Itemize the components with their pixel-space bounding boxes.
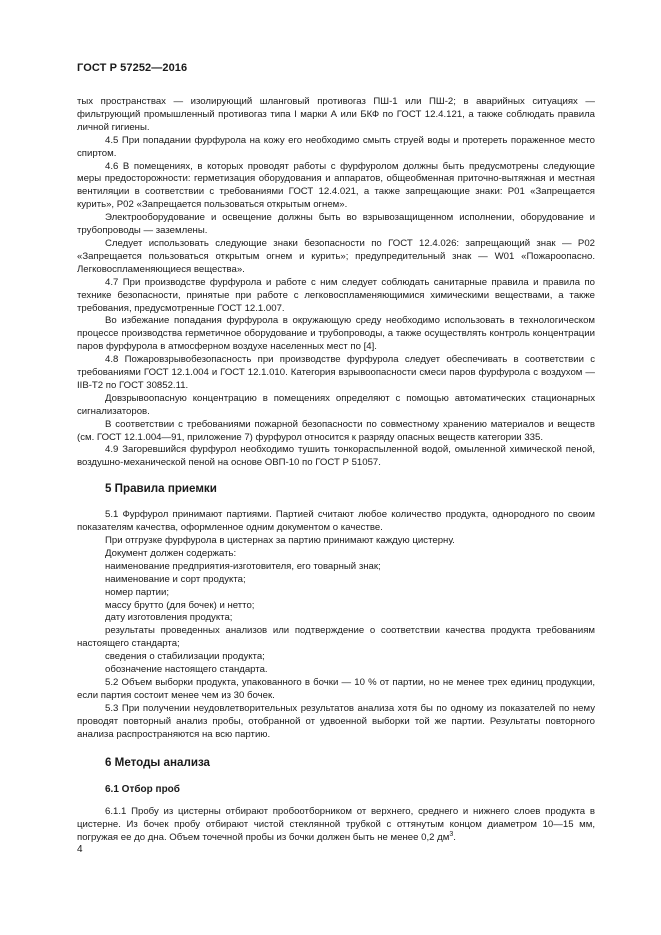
superscript: 3 bbox=[449, 830, 454, 838]
paragraph-4-5: 4.5 При попадании фурфурола на кожу его необходимо смыть струей воды и протереть пораженное место спиртом. bbox=[77, 134, 595, 159]
list-item: массу брутто (для бочек) и нетто; bbox=[105, 599, 255, 611]
paragraph: Довзрывоопасную концентрацию в помещениях определяют с помощью автоматических стационарных сигнализаторов. bbox=[77, 392, 595, 417]
page-number: 4 bbox=[77, 844, 83, 855]
paragraph-4-6: 4.6 В помещениях, в которых проводят работы с фурфуролом должны быть предусмотрены следующие меры предосторожности: герметизация оборудования и аппаратов, общеобменная приточно-вытяжная и местная вентиляции в соответствии с требованиями ГОСТ 12.4.021, а также запрещающие знаки: Р01 «Запрещается курить», Р02 «Запрещается пользоваться открытым огнем». bbox=[77, 160, 595, 211]
list-item: результаты проведенных анализов или подтверждение о соответствии качества продукта требованиям настоящего стандарта; bbox=[77, 625, 595, 650]
list-item: наименование предприятия-изготовителя, его товарный знак; bbox=[105, 560, 381, 572]
paragraph: В соответствии с требованиями пожарной безопасности по совместному хранению материалов и веществ (см. ГОСТ 12.1.004—91, приложение 7) фурфурол относится к разряду опасных веществ категории 335. bbox=[77, 418, 595, 443]
paragraph-4-9: 4.9 Загоревшийся фурфурол необходимо тушить тонкораспыленной водой, омыленной химической пеной, воздушно-механической пеной на основе ОВП-10 по ГОСТ Р 51057. bbox=[77, 444, 595, 469]
document-header: ГОСТ Р 57252—2016 bbox=[77, 62, 188, 74]
list-item: обозначение настоящего стандарта. bbox=[105, 664, 268, 676]
document-body bbox=[77, 96, 595, 845]
section-heading-5: 5 Правила приемки bbox=[105, 482, 217, 496]
paragraph-6-1-1 bbox=[77, 806, 595, 845]
paragraph: Во избежание попадания фурфурола в окружающую среду необходимо использовать в технологическом процессе производства герметичное оборудование и трубопроводы, а также осуществлять контроль концентрации паров фурфурола в атмосферном воздухе населенных мест по [4]. bbox=[77, 315, 595, 353]
subsection-heading-6-1: 6.1 Отбор проб bbox=[105, 784, 180, 796]
paragraph-5-1: 5.1 Фурфурол принимают партиями. Партией считают любое количество продукта, однородного по своим показателям качества, оформленное одним документом о качестве. bbox=[77, 509, 595, 534]
paragraph-4-7: 4.7 При производстве фурфурола и работе с ним следует соблюдать санитарные правила и правила по технике безопасности, принятые при работе с легковоспламеняющимися химическими веществами, а также требования, предусмотренные ГОСТ 12.1.007. bbox=[77, 276, 595, 314]
list-item: наименование и сорт продукта; bbox=[105, 573, 246, 585]
paragraph-end: . bbox=[453, 832, 456, 844]
paragraph-5-3: 5.3 При получении неудовлетворительных результатов анализа хотя бы по одному из показателей по нему проводят повторный анализ пробы, отобранной от удвоенной выборки той же партии. Результаты повторного анализа распространяются на всю партию. bbox=[77, 702, 595, 740]
paragraph: тых пространствах — изолирующий шланговый противогаз ПШ-1 или ПШ-2; в аварийных ситуациях — фильтрующий промышленный противогаз типа I марки А или БКФ по ГОСТ 12.4.121, а также соблюдать правила личной гигиены. bbox=[77, 96, 595, 133]
paragraph: Документ должен содержать: bbox=[105, 547, 237, 559]
paragraph: При отгрузке фурфурола в цистернах за партию принимают каждую цистерну. bbox=[105, 535, 455, 546]
list-item: дату изготовления продукта; bbox=[105, 612, 233, 624]
list-item: номер партии; bbox=[105, 586, 169, 598]
section-heading-6: 6 Методы анализа bbox=[105, 755, 211, 769]
paragraph-5-2: 5.2 Объем выборки продукта, упакованного в бочки — 10 % от партии, но не менее трех единиц продукции, если партия состоит менее чем из 30 бочек. bbox=[77, 676, 595, 701]
paragraph-4-8: 4.8 Пожаровзрывобезопасность при производстве фурфурола следует обеспечивать в соответствии с требованиями ГОСТ 12.1.004 и ГОСТ 12.1.010. Категория взрывоопасности смеси паров фурфурола с воздухом — IIВ-Т2 по ГОСТ 30852.11. bbox=[77, 354, 595, 391]
paragraph: Следует использовать следующие знаки безопасности по ГОСТ 12.4.026: запрещающий знак — Р02 «Запрещается пользоваться открытым огнем и курить»; предупредительный знак — W01 «Пожароопасно. Легковоспламеняющиеся вещества». bbox=[77, 237, 595, 275]
list-item: сведения о стабилизации продукта; bbox=[105, 651, 265, 663]
paragraph-text: 6.1.1 Пробу из цистерны отбирают пробоотборником от верхнего, среднего и нижнего слоев продукта в цистерне. Из бочек пробу отбирают чистой стеклянной трубкой с оттянутым концом диаметром 10—15 мм, погружая ее до дна. Объем точечной пробы из бочки должен быть не менее 0,2 дм bbox=[77, 806, 595, 844]
paragraph: Электрооборудование и освещение должны быть во взрывозащищенном исполнении, оборудование и трубопроводы — заземлены. bbox=[77, 212, 595, 237]
